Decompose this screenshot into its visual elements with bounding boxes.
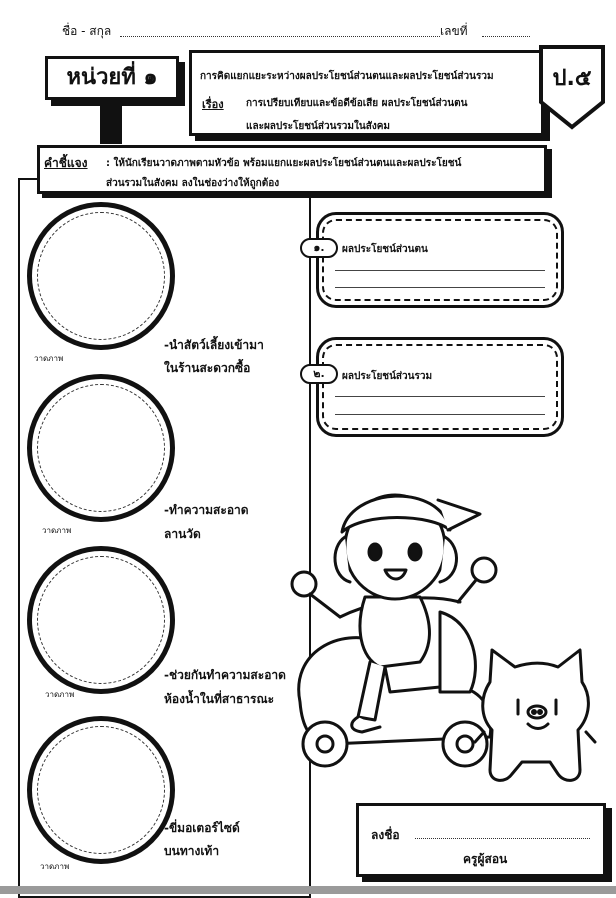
caption-1-line-2: ในร้านสะดวกซื้อ xyxy=(164,361,251,375)
draw-label-2: วาดภาพ xyxy=(42,526,72,535)
answer-box-1-inner xyxy=(322,219,558,301)
caption-3-line-2: ห้องน้ำในที่สาธารณะ xyxy=(164,692,275,706)
drawing-circle-3[interactable] xyxy=(27,546,175,694)
draw-label-1: วาดภาพ xyxy=(34,354,64,363)
signature-field[interactable] xyxy=(415,836,590,839)
answer-box-2-inner xyxy=(322,344,558,430)
unit-pole xyxy=(100,104,122,144)
name-field[interactable] xyxy=(120,26,440,37)
answer-box-2-title: ผลประโยชน์ส่วนรวม xyxy=(342,371,433,382)
caption-4-line-2: บนทางเท้า xyxy=(164,844,220,858)
drawing-circle-4[interactable] xyxy=(27,716,175,864)
drawing-circle-2[interactable] xyxy=(27,374,175,522)
draw-label-3: วาดภาพ xyxy=(45,690,75,699)
instruction-box xyxy=(37,145,547,194)
instruction-label: คำชี้แจง xyxy=(44,156,88,170)
sign-label: ลงชื่อ xyxy=(371,828,400,842)
cat-mascot-illustration-icon xyxy=(470,642,600,792)
answer-line-1a[interactable] xyxy=(335,270,545,271)
answer-line-2a[interactable] xyxy=(335,396,545,397)
caption-2-line-1: -ทำความสะอาด xyxy=(164,503,249,517)
instruction-line-1: : ให้นักเรียนวาดภาพตามหัวข้อ พร้อมแยกแยะผลประโยชน์ส่วนตนและผลประโยชน์ xyxy=(106,158,462,169)
number-label: เลขที่ xyxy=(440,24,468,38)
topic-line-3: และผลประโยชน์ส่วนรวมในสังคม xyxy=(246,121,390,132)
answer-line-2b[interactable] xyxy=(335,414,545,415)
caption-1-line-1: -นำสัตว์เลี้ยงเข้ามา xyxy=(164,338,264,352)
grade-label: ป.๕ xyxy=(552,66,592,91)
page-bottom-strip xyxy=(0,886,616,894)
topic-line-1: การคิดแยกแยะระหว่างผลประโยชน์ส่วนตนและผลประโยชน์ส่วนรวม xyxy=(200,71,494,82)
caption-4-line-1: -ขี่มอเตอร์ไซด์ xyxy=(164,821,240,835)
caption-2-line-2: ลานวัด xyxy=(164,527,201,541)
topic-box xyxy=(189,50,544,136)
number-field[interactable] xyxy=(482,26,530,37)
answer-box-1-number: ๑. xyxy=(300,238,338,258)
answer-line-1b[interactable] xyxy=(335,287,545,288)
teacher-label: ครูผู้สอน xyxy=(463,852,508,866)
answer-box-2-number: ๒. xyxy=(300,364,338,384)
topic-line-2: การเปรียบเทียบและข้อดีข้อเสีย ผลประโยชน์ส่วนตน xyxy=(246,98,468,109)
subject-label: เรื่อง xyxy=(202,98,224,111)
draw-label-4: วาดภาพ xyxy=(40,862,70,871)
instruction-line-2: ส่วนรวมในสังคม ลงในช่องว่างให้ถูกต้อง xyxy=(106,178,280,189)
caption-3-line-1: -ช่วยกันทำความสะอาด xyxy=(164,668,286,682)
unit-title: หน่วยที่ ๑ xyxy=(45,56,179,100)
unit-tag xyxy=(45,56,185,106)
name-label: ชื่อ - สกุล xyxy=(62,24,112,38)
drawing-circle-1[interactable] xyxy=(27,202,175,350)
signature-box xyxy=(356,803,606,877)
answer-box-1-title: ผลประโยชน์ส่วนตน xyxy=(342,244,428,255)
student-name-row xyxy=(62,22,532,42)
